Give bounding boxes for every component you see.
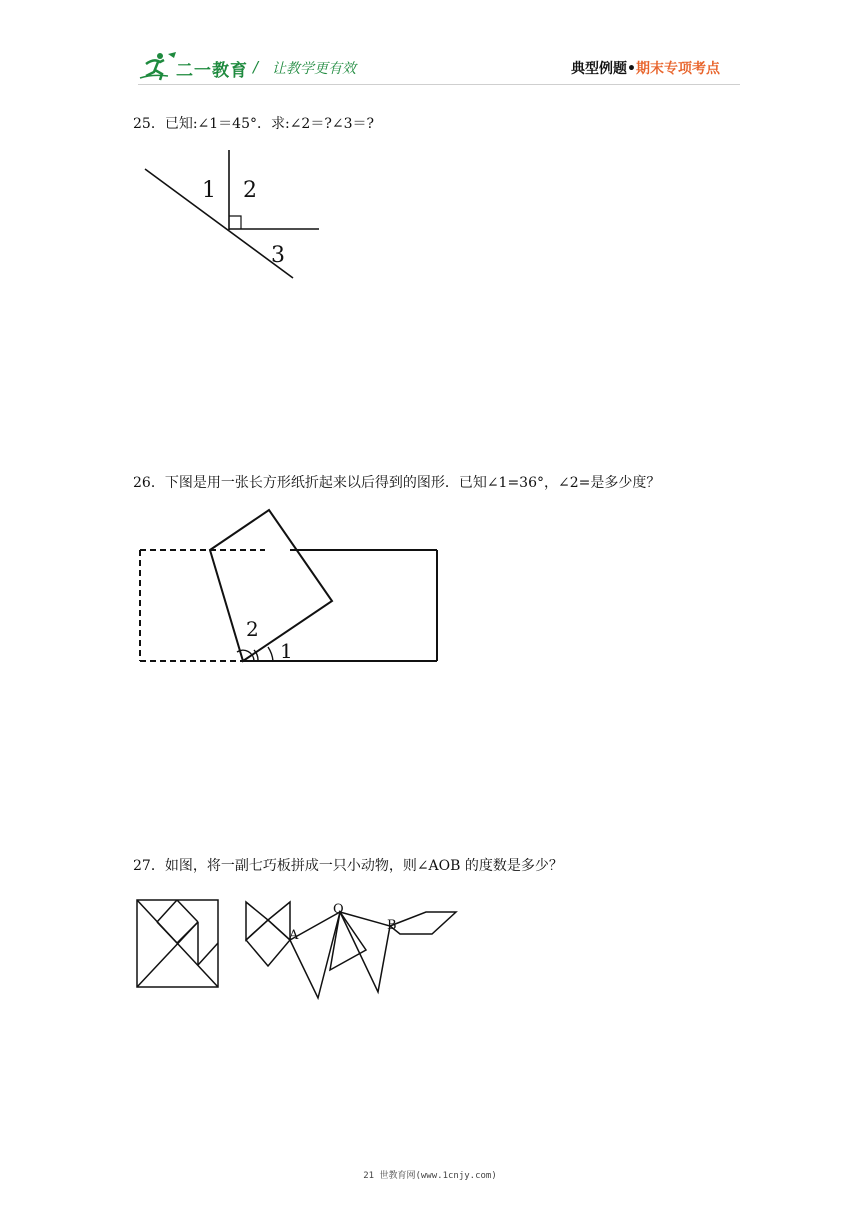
angle-label-1: 1 [202,178,216,203]
page-header [0,0,860,90]
header-topic-highlight: 期末专项考点 [635,61,720,77]
angle-label-3: 3 [271,243,285,268]
header-separator: / [253,58,259,76]
header-divider [138,84,740,85]
page-footer: 21 世教育网(www.1cnjy.com) [363,1171,497,1181]
point-label-a: A [289,928,299,943]
angle-label-2: 2 [246,617,259,641]
brand-name: 二一教育 [176,61,248,81]
question-25-text: 25．已知:∠1＝45°．求:∠2＝?∠3＝? [133,116,374,132]
angle-label-2: 2 [243,178,257,203]
question-25-figure [138,145,328,285]
question-26-figure [130,500,450,675]
tangram-animal-figure [240,898,460,1003]
angle-label-1: 1 [280,639,293,663]
brand-slogan: 让教学更有效 [272,61,356,77]
question-26-text: 26．下图是用一张长方形纸折起来以后得到的图形．已知∠1=36°，∠2=是多少度？ [133,475,661,491]
header-topic-prefix: 典型例题• [571,61,636,77]
runner-logo-icon [138,50,178,82]
question-27-text: 27．如图，将一副七巧板拼成一只小动物，则∠AOB 的度数是多少？ [133,858,563,874]
point-label-b: B [387,918,397,933]
point-label-o: O [333,902,344,917]
header-topic [571,58,720,78]
tangram-square-figure [135,898,220,990]
